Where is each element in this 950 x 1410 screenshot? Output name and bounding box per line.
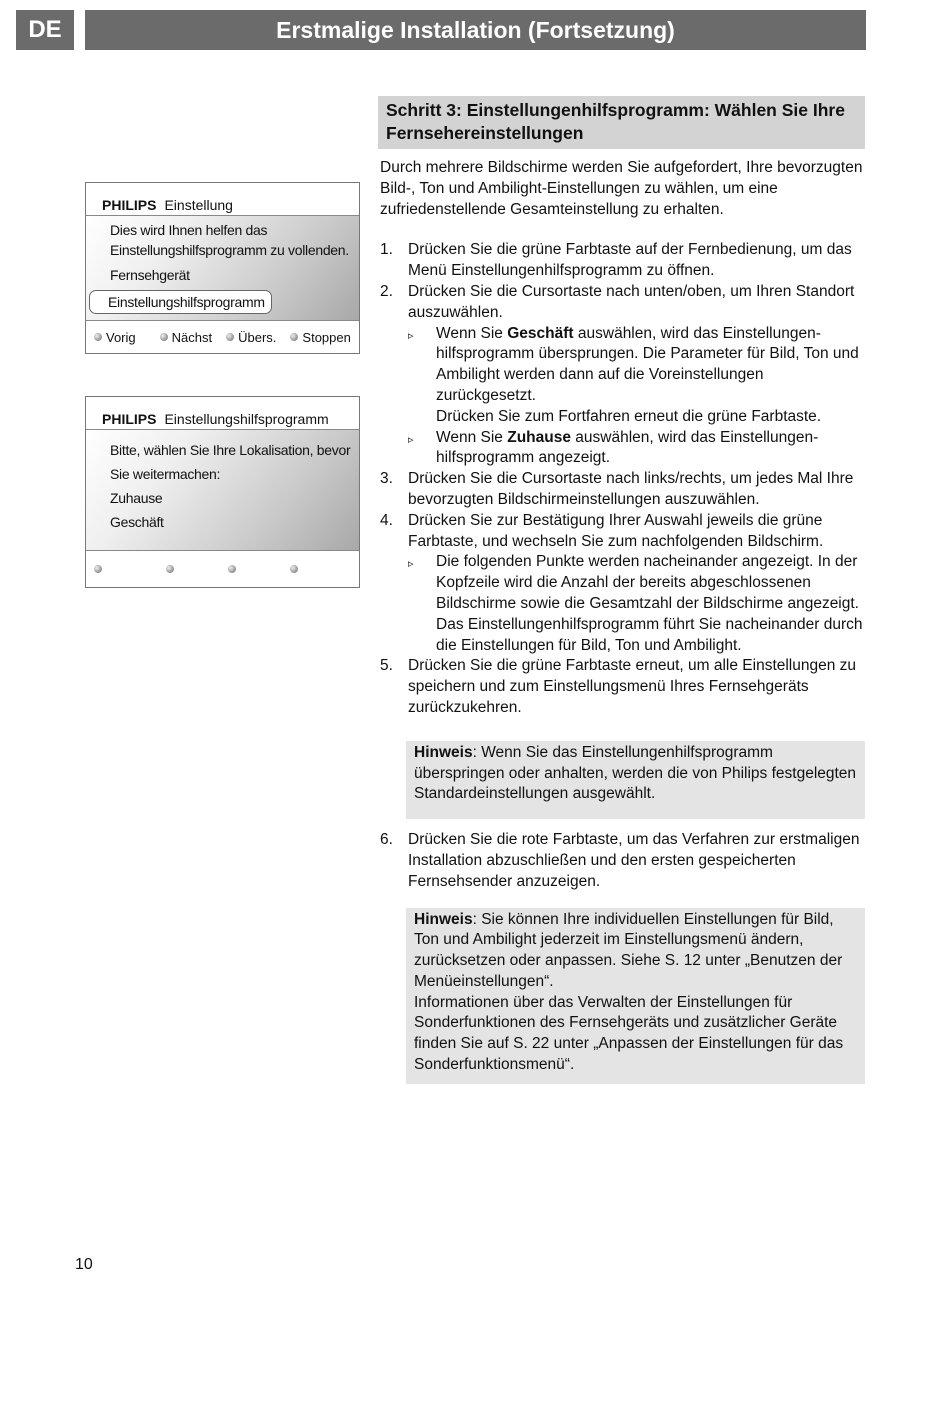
intro-text: Durch mehrere Bildschirme werden Sie aufgefordert, Ihre bevorzugten Bild-, Ton und Ambilight-Einstellungen zu wählen, um eine zufriedenstellende Gesamteinstellung zu erhalten. <box>380 159 863 218</box>
step-5: 5. Drücken Sie die grüne Farbtaste erneut, um alle Einstellungen zu speichern und zum Einstellungsmenü Ihres Fernsehgeräts zurückzukehren. <box>380 657 857 716</box>
menu-item-tv: Fernsehgerät <box>110 267 190 283</box>
instructions <box>380 158 865 1084</box>
triangle-icon: ▹ <box>408 558 414 571</box>
page-number: 10 <box>75 1256 93 1273</box>
step-6: 6. Drücken Sie die rote Farbtaste, um das Verfahren zur erstmaligen Installation abzuschließen und den ersten gespeicherten Fernsehsender anzuzeigen. <box>380 831 860 890</box>
menu-item-selected: Einstellungshilfsprogramm <box>89 290 272 314</box>
menu-text-line: Bitte, wählen Sie Ihre Lokalisation, bevor <box>110 442 351 458</box>
brand-logo: PHILIPS <box>102 411 157 427</box>
step-4-sub: ▹ Die folgenden Punkte werden nacheinander angezeigt. In der Kopfzeile wird die Anzahl der bereits abgeschlossenen Bildschirme sowie die Gesamtzahl der Bildschirme angezeigt. Das Einstellungenhilfsprogramm führt Sie nacheinander durch die Einstellungen für Bild, Ton und Ambilight. <box>408 552 865 656</box>
color-key-icon <box>290 333 298 341</box>
brand-logo: PHILIPS <box>102 197 157 213</box>
color-key-icon <box>228 565 236 573</box>
triangle-icon: ▹ <box>408 433 414 446</box>
wizard-menu-screenshot <box>85 396 360 588</box>
menu-item-home: Zuhause <box>110 490 163 506</box>
menu-header <box>86 183 359 213</box>
color-key-icon <box>160 333 168 341</box>
note-box: Hinweis: Sie können Ihre individuellen Einstellungen für Bild, Ton und Ambilight jederzeit im Einstellungsmenü ändern, zurücksetzen oder anpassen. Siehe S. 12 unter „Benutzen der Menüeinstellungen“. Informationen über das Verwalten der Einstellungen für Sonderfunktionen des Fernsehgeräts und zusätzlicher Geräte finden Sie auf S. 22 unter „Anpassen der Einstellungen für das Sonderfunktionsmenü“. <box>406 908 865 1084</box>
footer-button-next: Nächst <box>160 330 212 345</box>
color-key-icon <box>226 333 234 341</box>
note-box: Hinweis: Wenn Sie das Einstellungenhilfsprogramm überspringen oder anhalten, werden die von Philips festgelegten Standardeinstellungen ausgewählt. <box>406 741 865 819</box>
color-key-icon <box>166 565 174 573</box>
menu-item-shop: Geschäft <box>110 514 164 530</box>
color-key-icon <box>94 565 102 573</box>
triangle-icon: ▹ <box>408 329 414 342</box>
menu-text-line: Dies wird Ihnen helfen das <box>110 222 268 238</box>
section-heading: Schritt 3: Einstellungenhilfsprogramm: Wählen Sie Ihre Fernsehereinstellungen <box>378 96 865 149</box>
setup-menu-screenshot <box>85 182 360 354</box>
menu-footer <box>86 321 359 353</box>
menu-title: Einstellungshilfsprogramm <box>164 411 329 427</box>
step-3: 3. Drücken Sie die Cursortaste nach links/rechts, um jedes Mal Ihre bevorzugten Bildschirmeinstellungen auszuwählen. <box>380 470 854 508</box>
menu-title: Einstellung <box>164 197 233 213</box>
footer-button-stop: Stoppen <box>290 330 350 345</box>
language-tab: DE <box>16 10 74 50</box>
page-title: Erstmalige Installation (Fortsetzung) <box>85 10 866 50</box>
menu-header <box>86 397 359 427</box>
menu-text-line: Einstellungshilfsprogramm zu vollenden. <box>110 242 349 258</box>
menu-body <box>86 215 359 321</box>
step-2-sub-shop: ▹ Wenn Sie Geschäft auswählen, wird das Einstellungen-hilfsprogramm übersprungen. Die Parameter für Bild, Ton und Ambilight werden dann auf die Voreinstellungen zurückgesetzt. Drücken Sie zum Fortfahren erneut die grüne Farbtaste. <box>408 324 865 428</box>
step-1: 1. Drücken Sie die grüne Farbtaste auf der Fernbedienung, um das Menü Einstellungenhilfsprogramm zu öffnen. <box>380 241 852 280</box>
color-key-icon <box>94 333 102 341</box>
menu-body <box>86 429 359 551</box>
menu-text-line: Sie weitermachen: <box>110 466 221 482</box>
menu-footer <box>86 551 359 587</box>
footer-button-previous: Vorig <box>94 330 136 345</box>
color-key-icon <box>290 565 298 573</box>
step-2-sub-home: ▹ Wenn Sie Zuhause auswählen, wird das Einstellungen-hilfsprogramm angezeigt. <box>408 428 865 470</box>
step-4: 4. Drücken Sie zur Bestätigung Ihrer Auswahl jeweils die grüne Farbtaste, und wechseln Sie zum nachfolgenden Bildschirm. ▹ Die folgenden Punkte werden nacheinander angezeigt. In der Kopfzeile wird die Anzahl der bereits abgeschlossenen Bildschirme sowie die Gesamtzahl der Bildschirme angezeigt. Das Einstellungenhilfsprogramm führt Sie nacheinander durch die Einstellungen für Bild, Ton und Ambilight. <box>380 511 865 657</box>
step-2: 2. Drücken Sie die Cursortaste nach unten/oben, um Ihren Standort auszuwählen. ▹ Wenn Sie Geschäft auswählen, wird das Einstellungen-hilfsprogramm übersprungen. Die Parameter für Bild, Ton und Ambilight werden dann auf die Voreinstellungen zurückgesetzt. Drücken Sie zum Fortfahren erneut die grüne Farbtaste. ▹ Wenn Sie Zuhause auswählen, wird das Einstellungen-hilfsprogramm angezeigt. <box>380 282 865 469</box>
footer-button-skip: Übers. <box>226 330 276 345</box>
